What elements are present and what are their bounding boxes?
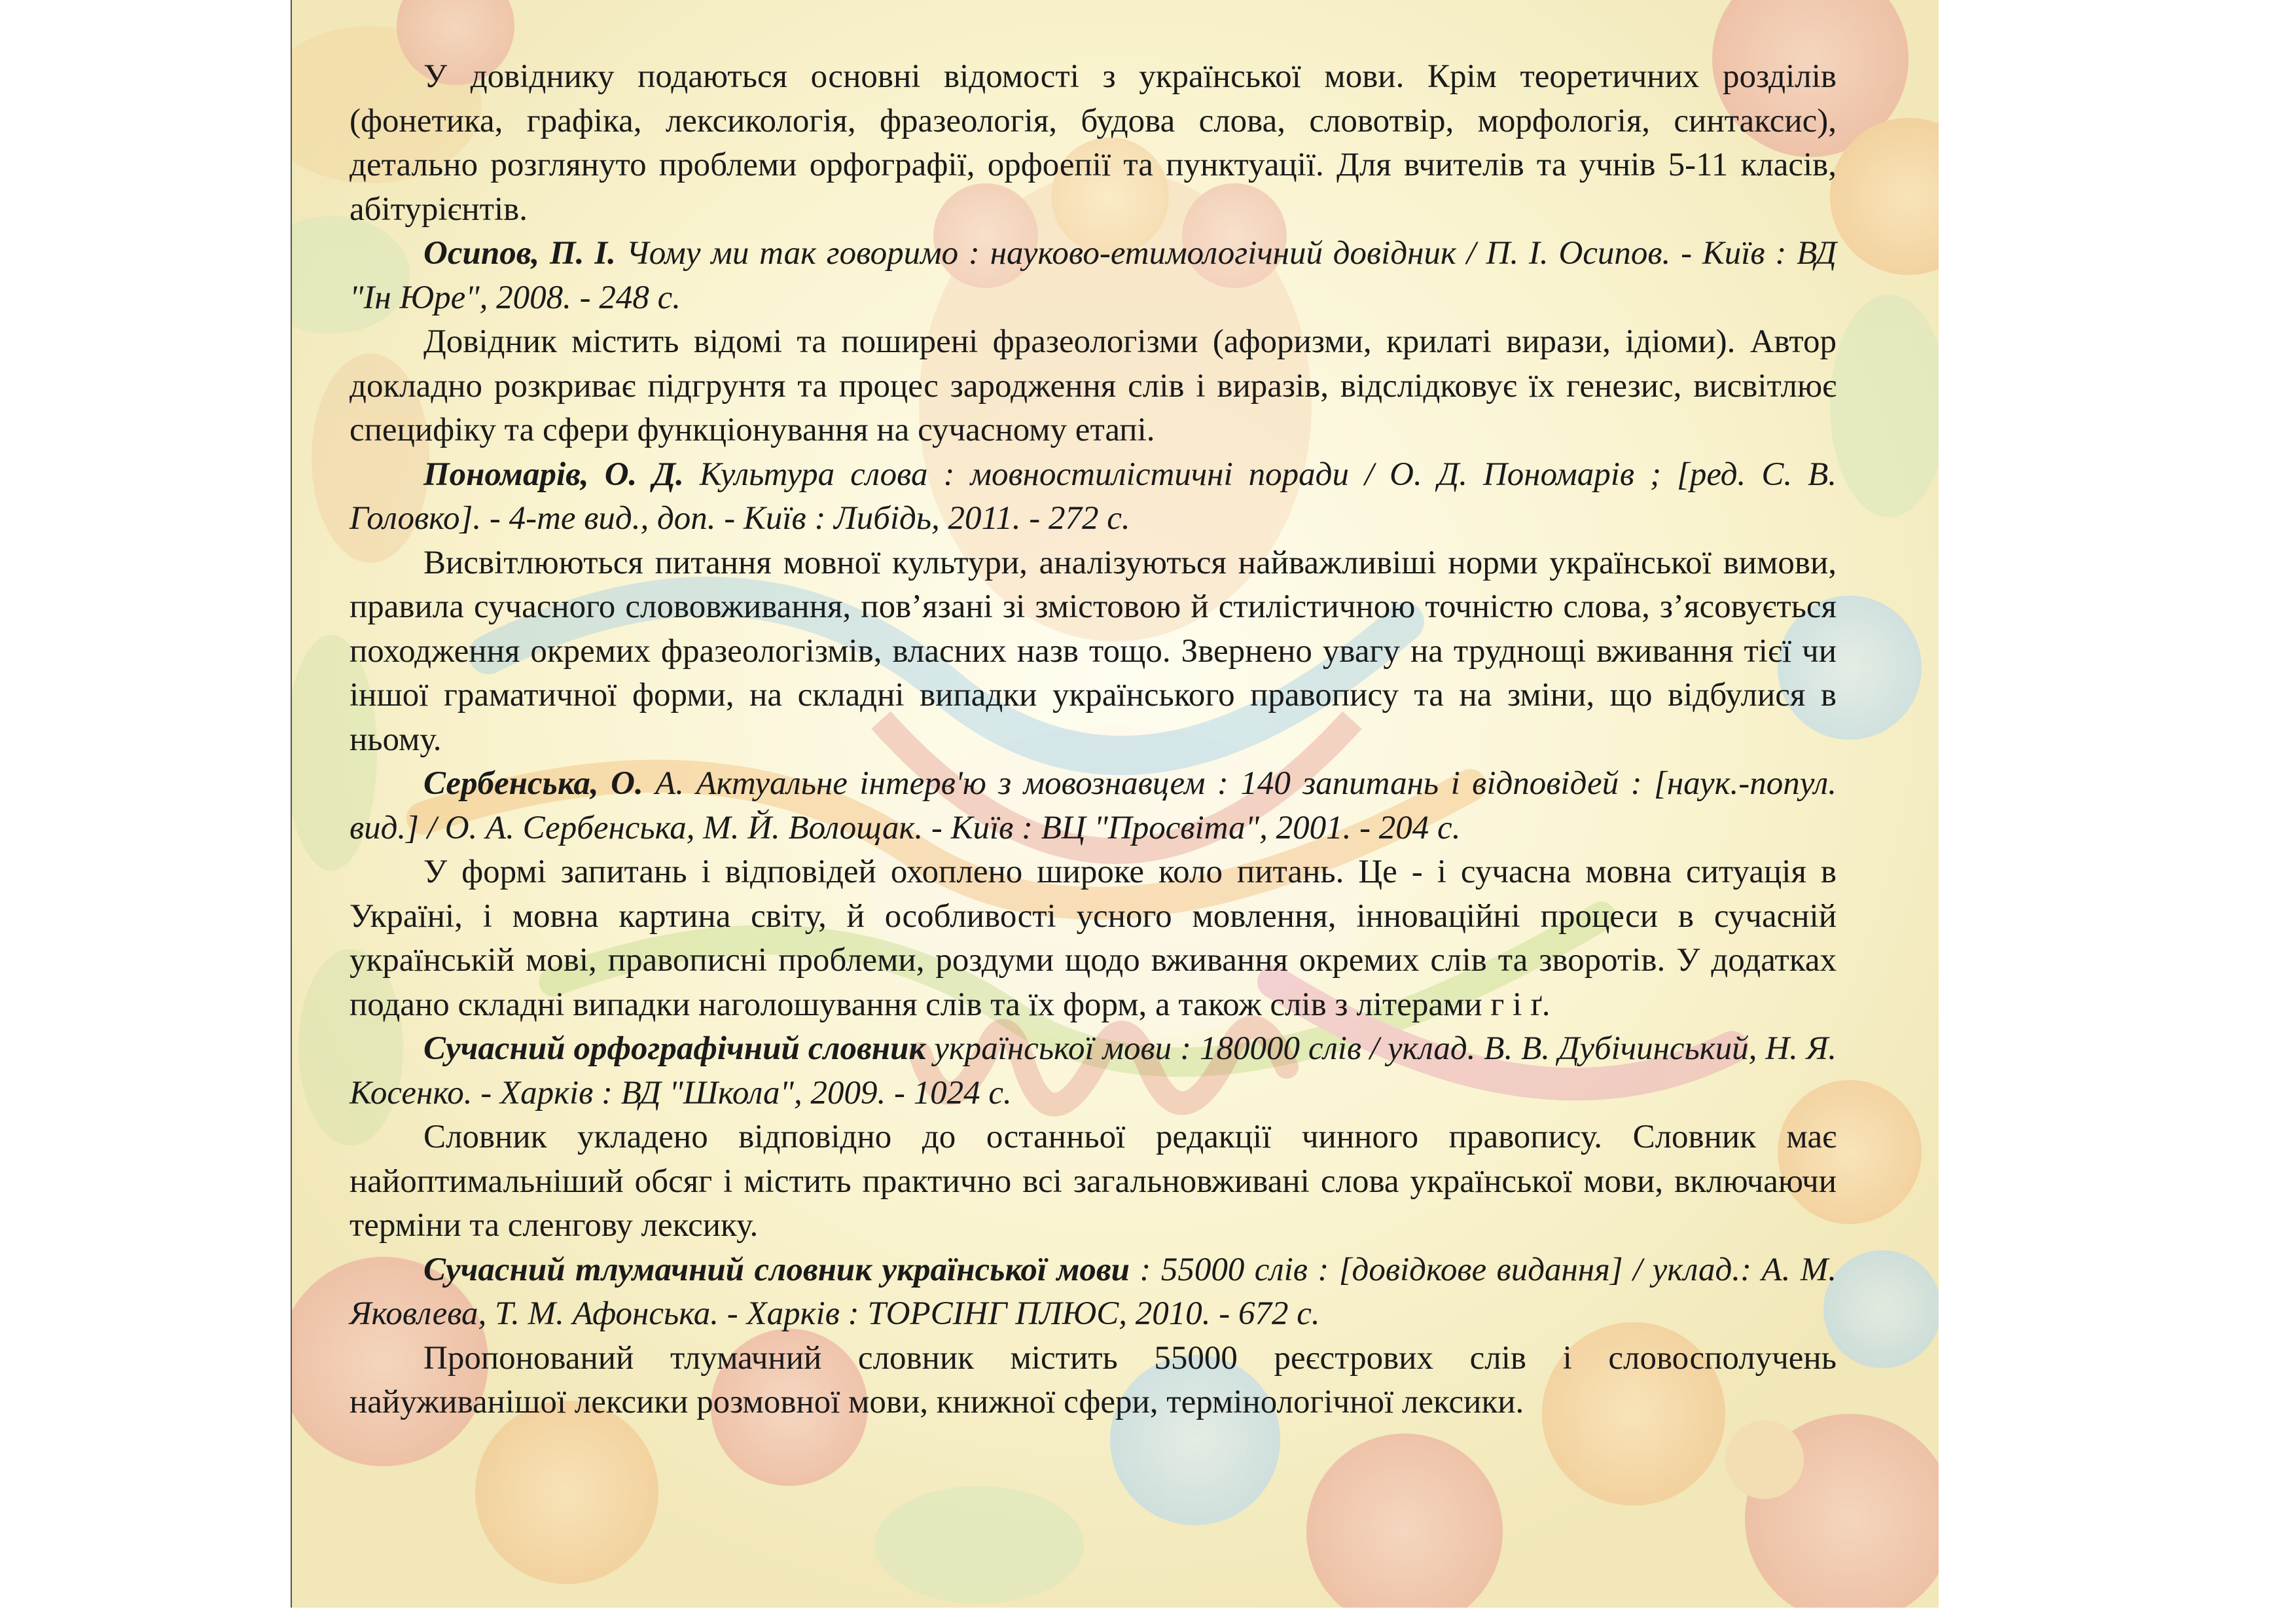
annotation-text: Пропонований тлумачний словник містить 55000 реєстрових слів і словосполучень найуживанішої лексики розмовної мови, книжної сфери, термінологічної лексики.	[350, 1339, 1837, 1420]
bibliography-text	[350, 55, 1837, 1425]
document-page	[292, 0, 1939, 1608]
citation-details: : 55000 слів : [довідкове видання] / уклад.: А. М. Яковлева, Т. М. Афонська. - Харків : ТОРСІНГ ПЛЮС, 2010. - 672 с.	[350, 1251, 1837, 1332]
annotation-text: Словник укладено відповідно до останньої редакції чинного правопису. Словник має найоптимальніший обсяг і містить практично всі загальновживані слова української мови, включаючи терміни та сленгову лексику.	[350, 1119, 1837, 1244]
annotation-text: Висвітлюються питання мовної культури, аналізуються найважливіші норми української вимови, правила сучасного слововживання, пов’язані зі змістовою й стилістичною точністю слова, з’ясовується походження окремих фразеологізмів, власних назв тощо. Звернено увагу на труднощі вживання тієї чи іншої граматичної форми, на складні випадки українського правопису та на зміни, що відбулися в ньому.	[350, 544, 1837, 758]
citation-details: української мови : 180000 слів / уклад. В. В. Дубічинський, Н. Я. Косенко. - Харків : ВД "Школа", 2009. - 1024 с.	[350, 1030, 1837, 1111]
citation-author: Пономарів, О. Д.	[423, 456, 684, 493]
citation-details: Чому ми так говоримо : науково-етимологічний довідник / П. І. Осипов. - Київ : ВД "Ін Юре", 2008. - 248 с.	[350, 235, 1837, 316]
citation-author: Сербенська, О.	[423, 765, 643, 802]
annotation-paragraph	[350, 320, 1837, 453]
citation-paragraph	[350, 1027, 1837, 1115]
annotation-paragraph	[350, 1337, 1837, 1425]
annotation-text: У довіднику подаються основні відомості з української мови. Крім теоретичних розділів (фонетика, графіка, лексикологія, фразеологія, будова слова, словотвір, морфологія, синтаксис), детально розглянуто проблеми орфографії, орфоепії та пунктуації. Для вчителів та учнів 5-11 класів, абітурієнтів.	[350, 58, 1837, 228]
citation-details: Культура слова : мовностилістичні поради / О. Д. Пономарів ; [ред. С. В. Головко]. - 4-те вид., доп. - Київ : Либідь, 2011. - 272 с.	[350, 456, 1837, 537]
annotation-paragraph	[350, 55, 1837, 232]
annotation-paragraph	[350, 850, 1837, 1027]
annotation-paragraph	[350, 1115, 1837, 1248]
citation-paragraph	[350, 1248, 1837, 1337]
citation-author: Сучасний орфографічний словник	[423, 1030, 926, 1067]
citation-author: Осипов, П. І.	[423, 235, 616, 272]
annotation-text: У формі запитань і відповідей охоплено широке коло питань. Це - і сучасна мовна ситуація в Україні, і мовна картина світу, й особливості усного мовлення, інноваційні процеси в сучасній українській мові, правописні проблеми, роздуми щодо вживання окремих слів та зворотів. У додатках подано складні випадки наголошування слів та їх форм, а також слів з літерами г і ґ.	[350, 854, 1837, 1023]
citation-paragraph	[350, 762, 1837, 850]
citation-paragraph	[350, 232, 1837, 320]
annotation-text: Довідник містить відомі та поширені фразеологізми (афоризми, крилаті вирази, ідіоми). Автор докладно розкриває підгрунтя та процес зародження слів і виразів, відслідковує їх генезис, висвітлює специфіку та сфери функціонування на сучасному етапі.	[350, 323, 1837, 448]
citation-details: А. Актуальне інтерв'ю з мовознавцем : 140 запитань і відповідей : [наук.-попул. вид.] / О. А. Сербенська, М. Й. Волощак. - Київ : ВЦ "Просвіта", 2001. - 204 с.	[350, 765, 1837, 846]
citation-paragraph	[350, 453, 1837, 541]
annotation-paragraph	[350, 541, 1837, 763]
citation-author: Сучасний тлумачний словник української мови	[423, 1251, 1130, 1288]
